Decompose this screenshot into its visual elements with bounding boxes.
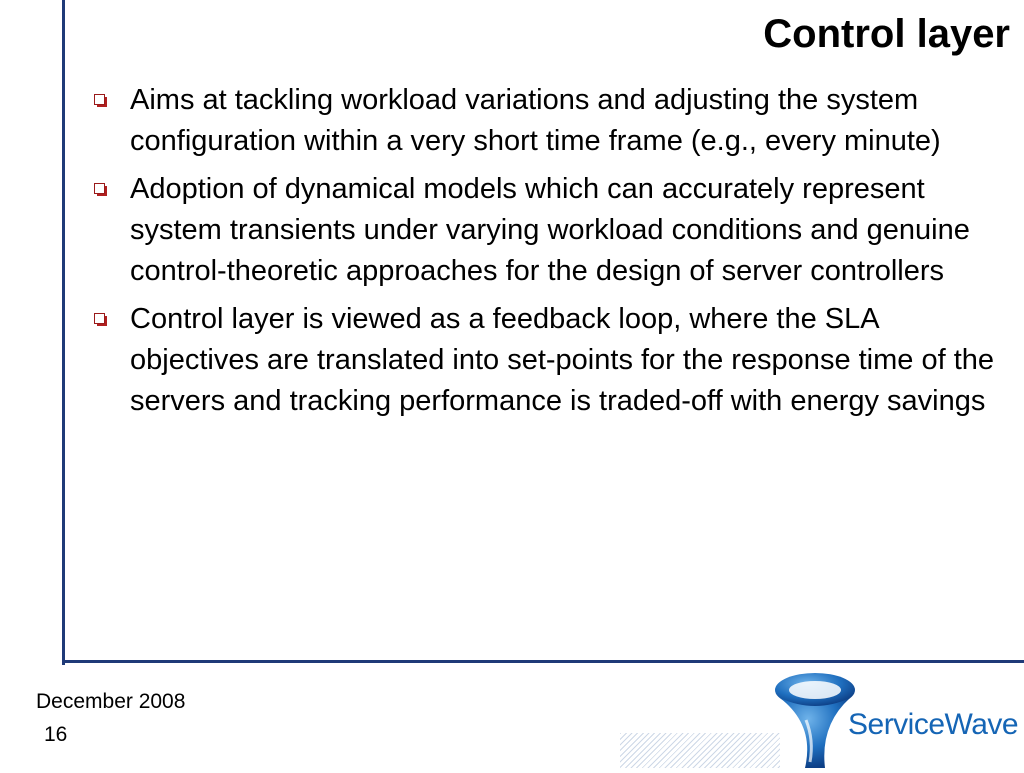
decorative-stripes <box>620 733 780 768</box>
logo-text: ServiceWave <box>848 708 1019 741</box>
frame-left-line <box>62 0 65 665</box>
checkbox-bullet-icon <box>94 94 105 105</box>
frame-bottom-line <box>62 660 1024 663</box>
bullet-text: Adoption of dynamical models which can accurately represent system transients under varying workload conditions and genuine control-theoretic approaches for the design of server controllers <box>130 173 970 287</box>
checkbox-bullet-icon <box>94 313 105 324</box>
bullet-item <box>90 299 1005 422</box>
bullet-list <box>90 80 1005 429</box>
bullet-item <box>90 80 1005 162</box>
bullet-item <box>90 169 1005 292</box>
slide-title: Control layer <box>763 12 1010 56</box>
checkbox-bullet-icon <box>94 183 105 194</box>
bullet-text: Aims at tackling workload variations and adjusting the system configuration within a very short time frame (e.g., every minute) <box>130 84 941 157</box>
servicewave-logo <box>770 670 1019 768</box>
page-number: 16 <box>44 723 68 746</box>
footer-date: December 2008 <box>36 690 186 713</box>
bullet-text: Control layer is viewed as a feedback loop, where the SLA objectives are translated into set-points for the response time of the servers and tracking performance is traded-off with energy savings <box>130 303 995 417</box>
